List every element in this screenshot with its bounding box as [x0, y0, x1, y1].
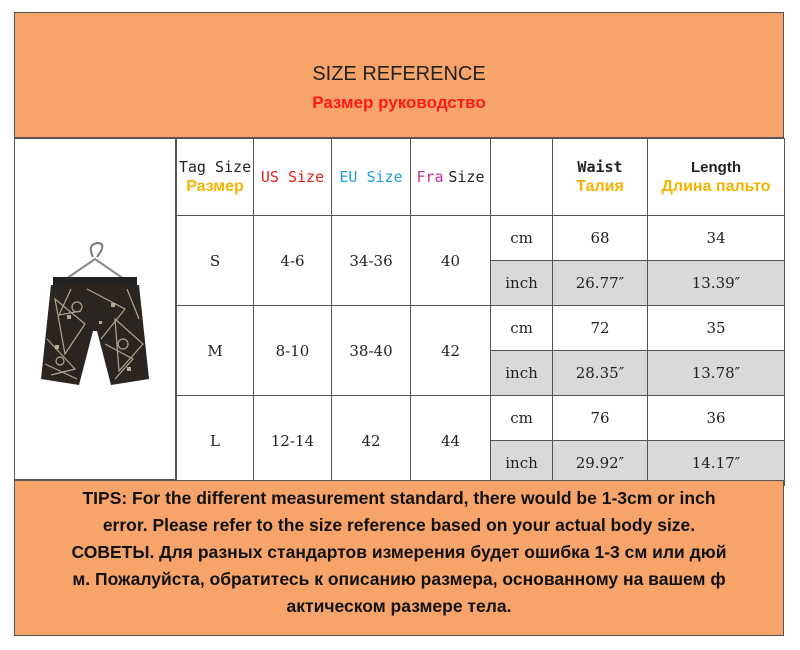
- tips-line: СОВЕТЫ. Для разных стандартов измерения будет ошибка 1-3 см или дюй: [71, 542, 727, 562]
- header-title: SIZE REFERENCE: [312, 63, 486, 85]
- size-table: [176, 138, 785, 486]
- tips-box: [14, 480, 784, 636]
- header-eu-size: EU Size: [332, 139, 411, 216]
- header-length-ru: Длина пальто: [661, 178, 771, 195]
- length-inch-cell: 14.17″: [648, 441, 785, 486]
- waist-inch-cell: 28.35″: [553, 351, 648, 396]
- tag-cell: M: [177, 306, 254, 396]
- fra-cell: 44: [411, 396, 491, 486]
- header-tag-size: Tag Size Размер: [177, 139, 254, 216]
- eu-cell: 34-36: [332, 216, 411, 306]
- us-cell: 8-10: [254, 306, 332, 396]
- waist-cm-cell: 76: [553, 396, 648, 441]
- fra-cell: 42: [411, 306, 491, 396]
- waist-cm-cell: 72: [553, 306, 648, 351]
- eu-cell: 42: [332, 396, 411, 486]
- length-cm-cell: 35: [648, 306, 785, 351]
- unit-cell: cm: [491, 216, 553, 261]
- tips-line: м. Пожалуйста, обратитесь к описанию размера, основанному на вашем ф: [72, 569, 726, 589]
- us-cell: 12-14: [254, 396, 332, 486]
- header-waist-ru: Талия: [576, 178, 624, 195]
- eu-cell: 38-40: [332, 306, 411, 396]
- header-waist: Waist Талия: [553, 139, 648, 216]
- us-cell: 4-6: [254, 216, 332, 306]
- tag-cell: S: [177, 216, 254, 306]
- waist-cm-cell: 68: [553, 216, 648, 261]
- table-row: [177, 396, 785, 441]
- waist-inch-cell: 26.77″: [553, 261, 648, 306]
- length-cm-cell: 36: [648, 396, 785, 441]
- length-inch-cell: 13.78″: [648, 351, 785, 396]
- length-inch-cell: 13.39″: [648, 261, 785, 306]
- unit-cell: inch: [491, 441, 553, 486]
- size-reference-header: [14, 12, 784, 138]
- header-subtitle: Размер руководство: [312, 93, 486, 112]
- unit-cell: cm: [491, 396, 553, 441]
- unit-cell: cm: [491, 306, 553, 351]
- tips-line: актическом размере тела.: [286, 596, 512, 616]
- table-row: [177, 306, 785, 351]
- table-row: [177, 216, 785, 261]
- header-tag-size-ru: Размер: [186, 178, 244, 195]
- unit-cell: inch: [491, 351, 553, 396]
- header-fra-size: Fra Size: [411, 139, 491, 216]
- header-unit: [491, 139, 553, 216]
- tips-line: error. Please refer to the size reference based on your actual body size.: [102, 515, 696, 535]
- header-length: Length Длина пальто: [648, 139, 785, 216]
- waist-inch-cell: 29.92″: [553, 441, 648, 486]
- unit-cell: inch: [491, 261, 553, 306]
- length-cm-cell: 34: [648, 216, 785, 261]
- tag-cell: L: [177, 396, 254, 486]
- table-header-row: [177, 139, 785, 216]
- header-us-size: US Size: [254, 139, 332, 216]
- product-photo: [14, 138, 176, 480]
- shorts-on-hanger-image: [15, 139, 175, 479]
- fra-cell: 40: [411, 216, 491, 306]
- tips-line: TIPS: For the different measurement standard, there would be 1-3cm or inch: [82, 488, 716, 508]
